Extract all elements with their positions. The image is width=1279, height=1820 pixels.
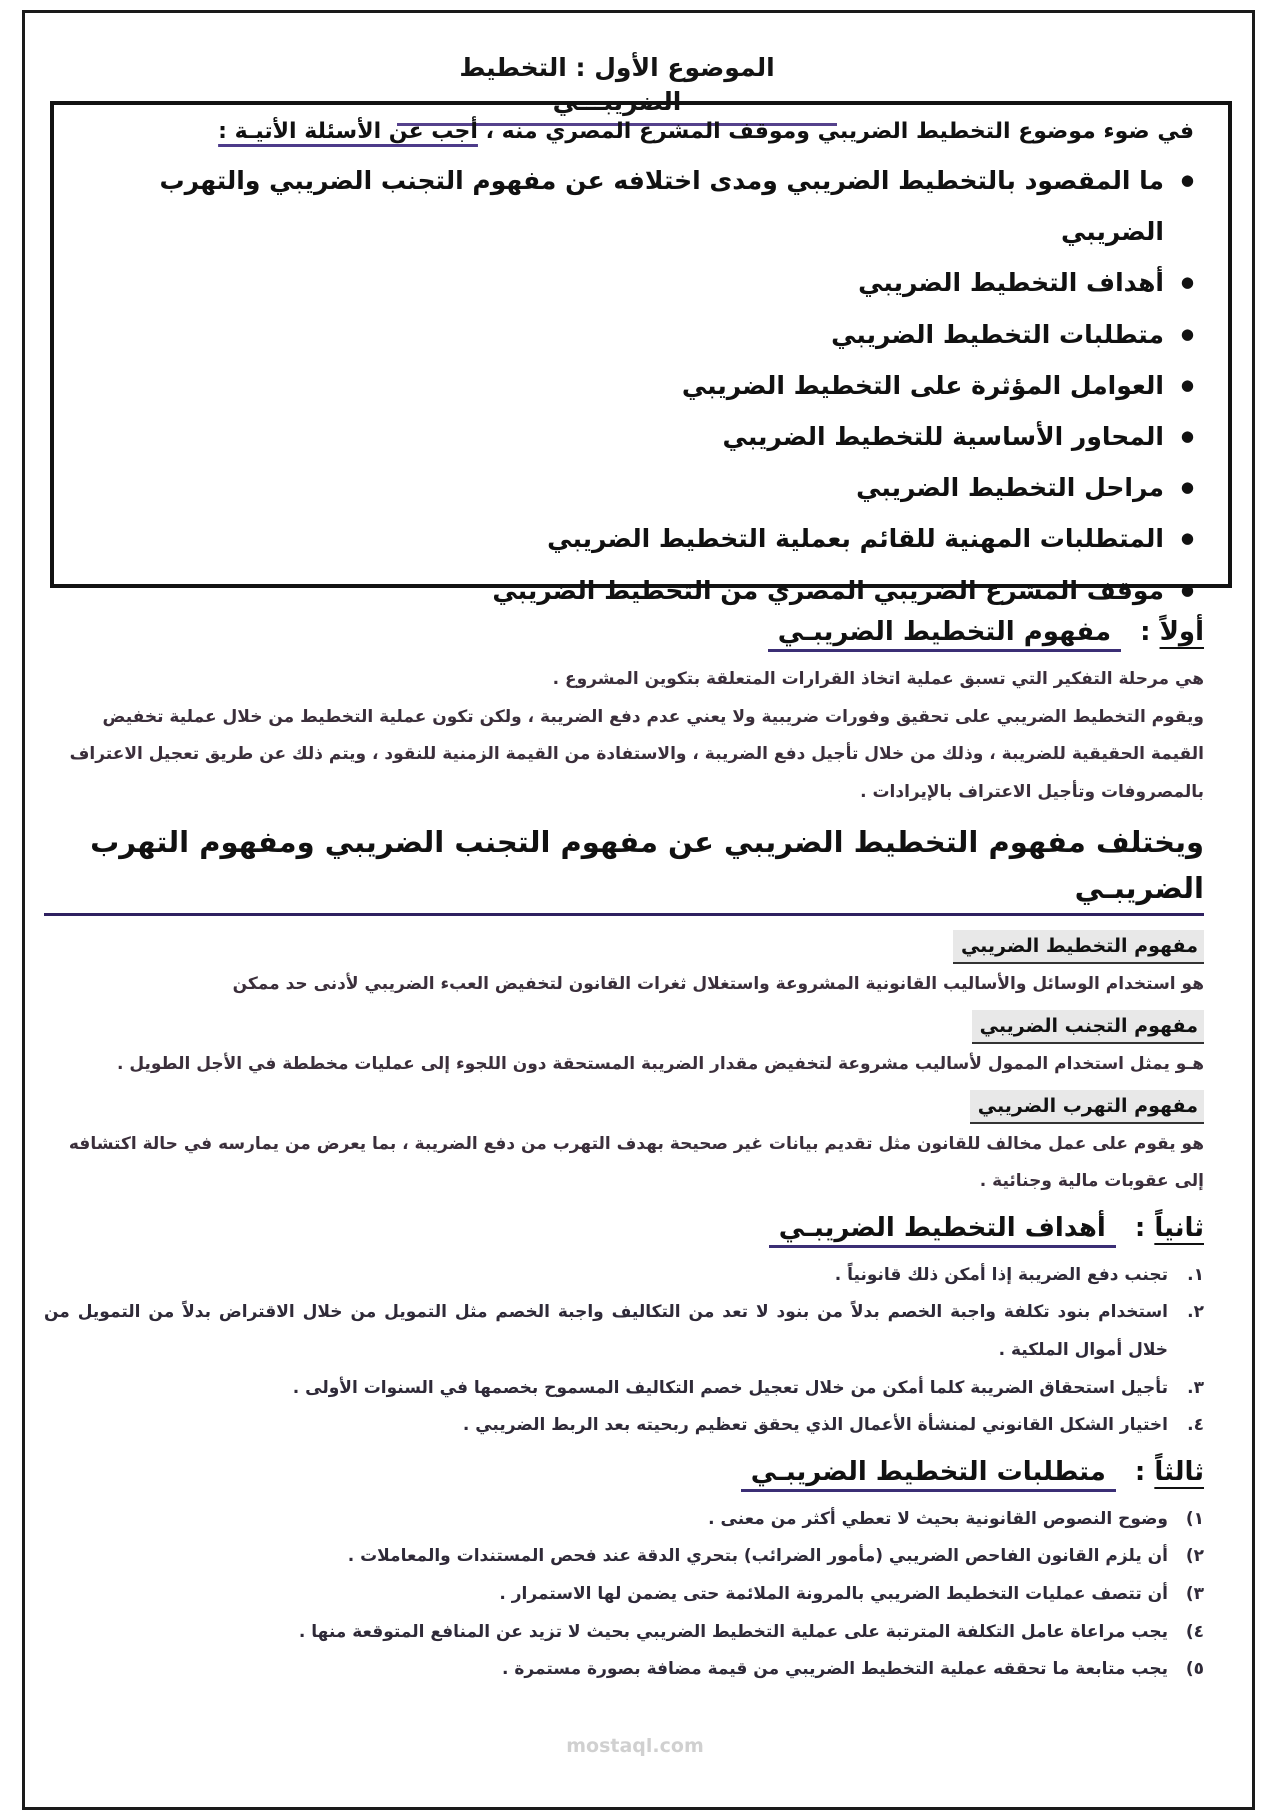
section-3-title: متطلبات التخطيط الضريبـي (741, 1457, 1116, 1492)
question-item: ● مراحل التخطيط الضريبي (74, 462, 1194, 513)
concept-block (44, 1084, 1204, 1201)
section-1-paragraph: هي مرحلة التفكير التي تسبق عملية اتخاذ القرارات المتعلقة بتكوين المشروع . (552, 669, 1204, 689)
list-item (44, 1614, 1204, 1652)
concept-definition: هـو يمثل استخدام الممول لأساليب مشروعة لتخفيض مقدار الضريبة المستحقة دون اللجوء إلى عمليات مخططة في الأجل الطويل . (116, 1053, 1204, 1074)
list-item (44, 1294, 1204, 1369)
content (44, 605, 1204, 1689)
section-1-heading: أولاً : مفهوم التخطيط الضريبـي (44, 611, 1204, 653)
list-item (44, 1501, 1204, 1539)
item-text: أن يلزم القانون الفاحص الضريبي (مأمور الضرائب) بتحري الدقة عند فحص المستندات والمعاملات . (347, 1546, 1168, 1567)
list-item (44, 1370, 1204, 1408)
concept-term: مفهوم التهرب الضريبي (970, 1090, 1204, 1124)
section-3-heading: ثالثاً : متطلبات التخطيط الضريبـي (44, 1451, 1204, 1493)
item-number: ٤. (1187, 1415, 1204, 1436)
section-3-label: ثالثاً (1154, 1456, 1204, 1487)
question-item: ● موقف المشرع الضريبي المصري من التخطيط الضريبي (74, 565, 1194, 616)
item-number: ٢. (1187, 1302, 1204, 1323)
item-text: استخدام بنود تكلفة واجبة الخصم بدلاً من بنود لا تعد من التكاليف واجبة الخصم مثل التمويل من خلال الاقتراض بدلاً من التمويل من خلال أموال الملكية . (44, 1302, 1168, 1360)
question-item: ● ما المقصود بالتخطيط الضريبي ومدى اختلافه عن مفهوم التجنب الضريبي والتهرب الضريبي (74, 155, 1194, 257)
concept-term: مفهوم التخطيط الضريبي (953, 930, 1204, 964)
requirements-list (44, 1501, 1204, 1689)
concept-definition: هو استخدام الوسائل والأساليب القانونية المشروعة واستغلال ثغرات القانون لتخفيض العبء الضريبي لأدنى حد ممكن (232, 974, 1204, 995)
concept-definition: هو يقوم على عمل مخالف للقانون مثل تقديم بيانات غير صحيحة بهدف التهرب من دفع الضريبة ، بما يعرض من يمارسه في حالة اكتشافه إلى عقوبات مالية وجنائية . (68, 1133, 1204, 1192)
list-item (44, 1257, 1204, 1295)
comparison-heading: ويختلف مفهوم التخطيط الضريبي عن مفهوم التجنب الضريبي ومفهوم التهرب الضريبـي (44, 819, 1204, 916)
question-item: ● العوامل المؤثرة على التخطيط الضريبي (74, 360, 1194, 411)
item-text: أن تتصف عمليات التخطيط الضريبي بالمرونة الملائمة حتى يضمن لها الاستمرار . (499, 1583, 1168, 1604)
list-item (44, 1576, 1204, 1614)
item-text: يجب متابعة ما تحققه عملية التخطيط الضريبي من قيمة مضافة بصورة مستمرة . (501, 1659, 1168, 1680)
question-item: ● المحاور الأساسية للتخطيط الضريبي (74, 411, 1194, 462)
section-2-title: أهداف التخطيط الضريبـي (769, 1213, 1116, 1248)
item-number: ٥) (1185, 1659, 1204, 1680)
topic-title: الموضوع الأول : التخطيط الضريبـــي (397, 51, 837, 126)
list-item (44, 1407, 1204, 1445)
concept-term: مفهوم التجنب الضريبي (972, 1010, 1204, 1044)
item-text: تأجيل استحقاق الضريبة كلما أمكن من خلال تعجيل خصم التكاليف المسموح بخصمها في السنوات الأولى . (292, 1377, 1168, 1398)
item-text: يجب مراعاة عامل التكلفة المترتبة على عملية التخطيط الضريبي بحيث لا تزيد عن المنافع المتوقعة منها . (298, 1621, 1168, 1642)
item-number: ١) (1185, 1508, 1204, 1529)
intro-instruction: أجب عن الأسئلة الأتيـة : (218, 119, 478, 144)
questions-intro (74, 115, 1194, 149)
question-item: ● متطلبات التخطيط الضريبي (74, 309, 1194, 360)
item-text: وضوح النصوص القانونية بحيث لا تعطي أكثر من معنى . (708, 1508, 1168, 1529)
list-item (44, 1538, 1204, 1576)
section-1-paragraph: ويقوم التخطيط الضريبي على تحقيق وفورات ضريبية ولا يعني عدم دفع الضريبة ، ولكن تكون عملية التخطيط من خلال عملية تخفيض القيمة الحقيقية للضريبة ، وذلك من خلال تأجيل دفع الضريبة ، والاستفادة من القيمة الزمنية للنقود ، ويتم ذلك عن طريق تعجيل الاعتراف بالمصروفات وتأجيل الاعتراف بالإيرادات . (69, 706, 1204, 802)
concept-block (44, 1004, 1204, 1084)
question-item: ● المتطلبات المهنية للقائم بعملية التخطيط الضريبي (74, 513, 1194, 564)
section-1-label: أولاً (1159, 617, 1204, 647)
document-page (22, 10, 1255, 1810)
question-item: ● أهداف التخطيط الضريبي (74, 257, 1194, 308)
item-number: ٢) (1185, 1546, 1204, 1567)
item-text: تجنب دفع الضريبة إذا أمكن ذلك قانونياً . (834, 1264, 1168, 1285)
concept-block (44, 924, 1204, 1004)
item-text: اختيار الشكل القانوني لمنشأة الأعمال الذي يحقق تعظيم ربحيته بعد الربط الضريبي . (462, 1415, 1168, 1436)
intro-text: في ضوء موضوع التخطيط الضريبي وموقف المشرع المصري منه ، (477, 119, 1194, 144)
section-2-label: ثانياً (1154, 1212, 1204, 1243)
item-number: ٤) (1185, 1621, 1204, 1642)
item-number: ٣. (1187, 1377, 1204, 1398)
questions-box (50, 101, 1232, 605)
section-2-heading: ثانياً : أهداف التخطيط الضريبـي (44, 1207, 1204, 1249)
item-number: ١. (1187, 1264, 1204, 1285)
list-item (44, 1651, 1204, 1689)
comparison-heading-wrap (44, 811, 1204, 924)
questions-list (74, 155, 1194, 616)
item-number: ٣) (1185, 1583, 1204, 1604)
watermark: mostaql.com (566, 1735, 704, 1757)
goals-list (44, 1257, 1204, 1445)
section-1-title: مفهوم التخطيط الضريبـي (768, 617, 1121, 652)
